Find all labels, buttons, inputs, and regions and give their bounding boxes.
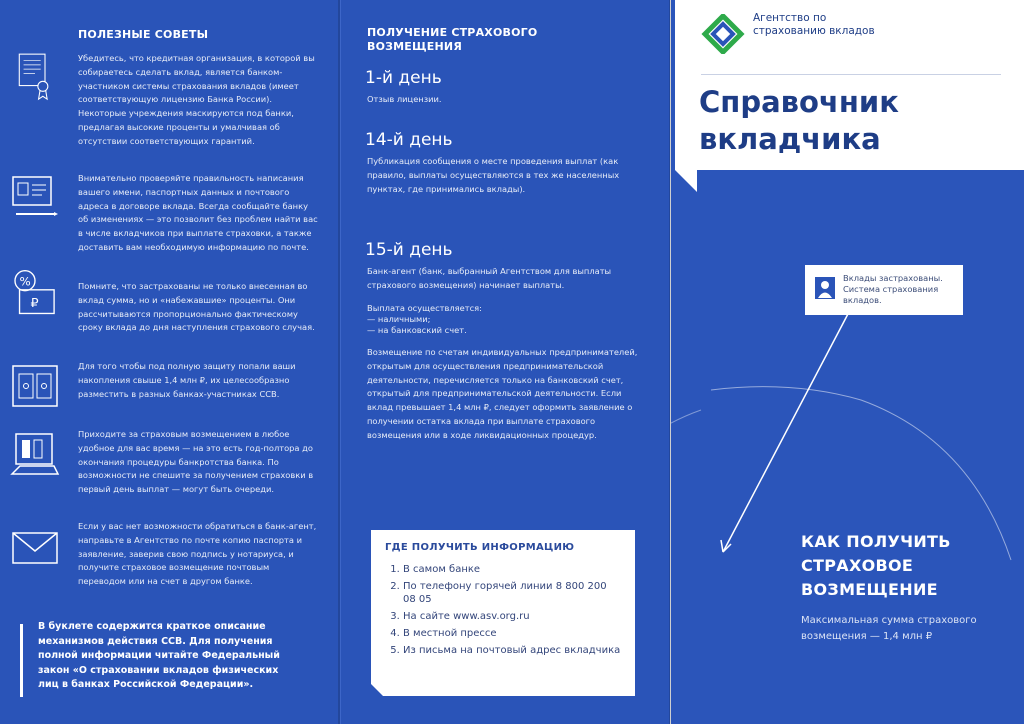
info-item: 1. В самом банке <box>403 563 621 576</box>
cover-title-line1: Справочник <box>699 85 899 119</box>
day-15-title: 15-й день <box>365 240 453 260</box>
info-box <box>371 530 635 696</box>
booklet-note: В буклете содержится краткое описание механизмов действия ССВ. Для получения полной информации читайте Федеральный закон «О страховании вкладов физических лиц в банках Российской Федерации». <box>38 621 280 690</box>
percent-ruble-icon <box>10 268 60 318</box>
payout-line-3: — на банковский счет. <box>367 325 467 335</box>
entrepreneurs-text: Возмещение по счетам индивидуальных предпринимателей, открытым для осуществления предпринимательской деятельности, перечисляется только на банковский счет, открытый для предпринимательской деятельности. Если вклад превышает 1,4 млн ₽, следует оформить заявление о получении остатка вклада при выплате страхового возмещения или в ходе ликвидационных процедур. <box>367 347 638 440</box>
tip-4: Для того чтобы под полную защиту попали ваши накопления свыше 1,4 млн ₽, их целесообразно разместить в разных банках-участниках ССВ. <box>78 361 296 399</box>
process-heading: ПОЛУЧЕНИЕ СТРАХОВОГО ВОЗМЕЩЕНИЯ <box>367 26 538 53</box>
fold-line <box>338 0 340 724</box>
asv-logo-icon <box>701 14 745 54</box>
cover-header <box>675 0 1024 170</box>
divider <box>701 74 1001 75</box>
day-1-text: Отзыв лицензии. <box>367 94 442 104</box>
tips-heading: ПОЛЕЗНЫЕ СОВЕТЫ <box>78 28 209 41</box>
note-bar <box>20 624 23 697</box>
max-sum-line2: возмещения — 1,4 млн ₽ <box>801 631 933 642</box>
info-item: 2. По телефону горячей линии 8 800 200 08 05 <box>403 580 621 606</box>
info-item: 5. Из письма на почтовый адрес вкладчика <box>403 644 621 657</box>
max-sum <box>801 613 977 645</box>
info-title: ГДЕ ПОЛУЧИТЬ ИНФОРМАЦИЮ <box>385 542 575 553</box>
payout-line-2: — наличными; <box>367 314 431 324</box>
person-icon <box>815 277 835 299</box>
certificate-icon <box>10 52 60 102</box>
day-1-title: 1-й день <box>365 68 442 88</box>
calendar-hand-icon <box>10 430 60 480</box>
process-panel <box>340 0 670 724</box>
cover-subtitle-line1: КАК ПОЛУЧИТЬ <box>801 532 951 551</box>
info-item: 3. На сайте www.asv.org.ru <box>403 610 621 623</box>
info-list <box>385 563 621 657</box>
fold-line <box>669 0 671 724</box>
day-14-text: Публикация сообщения о месте проведения выплат (как правило, выплаты осуществляются в тех же населенных пунктах, где принимались вклады). <box>367 156 620 194</box>
cover-title <box>699 84 899 158</box>
envelope-icon <box>10 524 60 574</box>
tip-3: Помните, что застрахованы не только внесенная во вклад сумма, но и «набежавшие» проценты. Они рассчитываются пропорционально фактическому сроку вклада до дня наступления страхового случая. <box>78 281 315 333</box>
payout-line-1: Выплата осуществляется: <box>367 303 482 313</box>
tip-5: Приходите за страховым возмещением в любое удобное для вас время — на это есть год-полтора до окончания процедуры банкротства банка. По возможности не спешите за получением страховки в первый день выплат — могут быть очереди. <box>78 429 314 495</box>
cover-panel <box>671 0 1024 724</box>
cover-subtitle-line3: ВОЗМЕЩЕНИЕ <box>801 580 938 599</box>
tip-2: Внимательно проверяйте правильность написания вашего имени, паспортных данных и почтового адреса в договоре вклада. Всегда сообщайте банку об изменениях — это позволит без проблем найти вас в числе вкладчиков при выплате страховки, а также доставить вам необходимую информацию по почте. <box>78 173 318 252</box>
tip-6: Если у вас нет возможности обратиться в банк-агент, направьте в Агентство по почте копию паспорта и заявление, заверив свою подпись у нотариуса, и получите страховое возмещение почтовым переводом или на счет в другом банке. <box>78 521 317 587</box>
info-item: 4. В местной прессе <box>403 627 621 640</box>
safes-icon <box>10 362 60 412</box>
tips-panel <box>0 0 340 724</box>
cover-title-line2: вкладчика <box>699 122 881 156</box>
page-curl <box>370 683 384 697</box>
id-card-pen-icon <box>10 172 60 222</box>
max-sum-line1: Максимальная сумма страхового <box>801 615 977 626</box>
cover-subtitle <box>801 530 951 602</box>
logo-text: Агентство по страхованию вкладов <box>753 12 875 37</box>
svg-text:%: % <box>19 274 31 289</box>
svg-text:₽: ₽ <box>30 295 39 311</box>
cover-subtitle-line2: СТРАХОВОЕ <box>801 556 914 575</box>
tag-text: Вклады застрахованы. Система страхования вкладов. <box>843 273 943 305</box>
tip-1: Убедитесь, что кредитная организация, в которой вы собираетесь сделать вклад, является банком-участником системы страхования вкладов (имеет соответствующую лицензию Банка России). Некоторые учреждения маскируются под банки, предлагая высокие проценты и умалчивая об отсутствии соответствующих гарантий. <box>78 53 315 146</box>
day-14-title: 14-й день <box>365 130 453 150</box>
day-15-text: Банк-агент (банк, выбранный Агентством для выплаты страхового возмещения) начинает выплаты. <box>367 266 612 290</box>
insured-tag <box>805 265 963 315</box>
